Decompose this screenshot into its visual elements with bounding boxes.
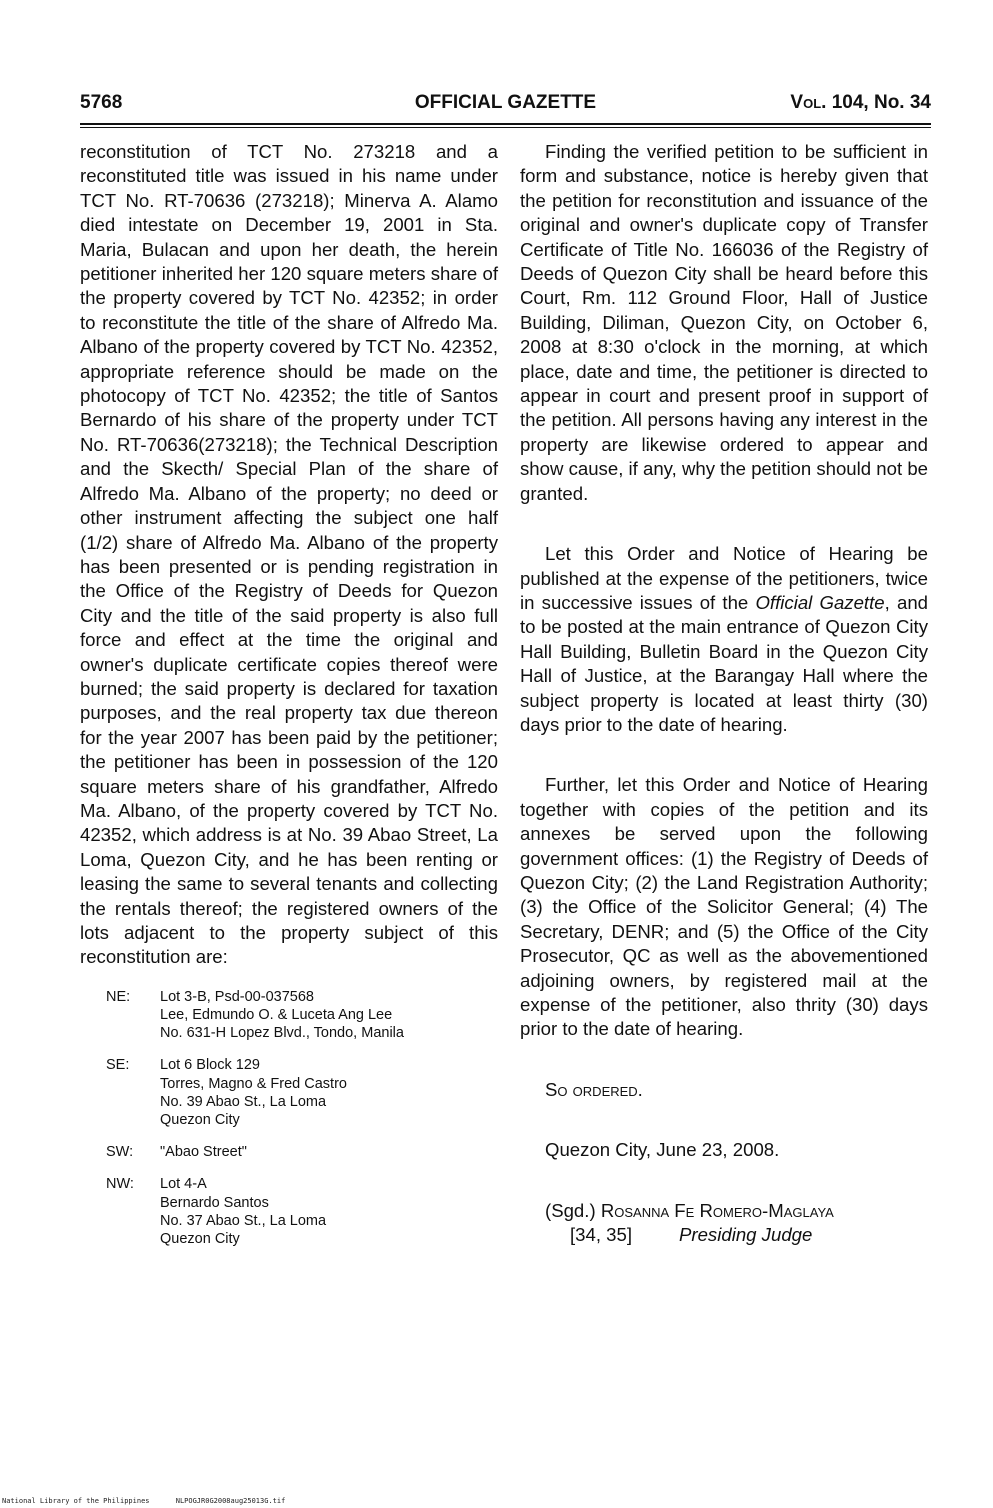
left-column bbox=[80, 140, 498, 1262]
judge-title: Presiding Judge bbox=[679, 1224, 813, 1246]
signature-name bbox=[520, 1199, 928, 1223]
adjoining-detail-line: Torres, Magno & Fred Castro bbox=[160, 1075, 347, 1092]
adjoining-direction: SE: bbox=[106, 1057, 130, 1074]
adjoining-detail-line: "Abao Street" bbox=[160, 1144, 247, 1161]
adjoining-details bbox=[160, 1143, 247, 1161]
adjoining-details bbox=[160, 1056, 347, 1129]
adjoining-detail-line: Bernardo Santos bbox=[160, 1194, 269, 1211]
adjoining-details bbox=[160, 1175, 326, 1248]
adjoining-detail-line: Lot 3-B, Psd-00-037568 bbox=[160, 988, 314, 1005]
so-ordered: So ordered. bbox=[545, 1078, 643, 1100]
adjoining-detail-line: Lee, Edmundo O. & Luceta Ang Lee bbox=[160, 1007, 393, 1024]
volume-prefix: V bbox=[790, 92, 804, 113]
hearing-notice-paragraph: Finding the verified petition to be sufficient in form and substance, notice is hereby given that the petition for reconstitution and issuance of the original and owner's duplicate copy of Transfer Certificate of Title No. 166036 of the Registry of Deeds of Quezon City shall be heard before this Court, Rm. 112 Ground Floor, Hall of Justice Building, Diliman, Quezon City, on October 6, 2008 at 8:30 o'clock in the morning, at which place, date and time, the petitioner is directed to appear in court and present proof in support of the petition. All persons having any interest in the property are likewise ordered to appear and show cause, if any, why the petition should not be granted. bbox=[520, 141, 928, 504]
adjoining-owner-entry bbox=[106, 988, 498, 1043]
adjoining-direction: SW: bbox=[106, 1144, 134, 1161]
volume-rest: . 104, No. 34 bbox=[821, 92, 931, 113]
judge-name: Rosanna Fe Romero-Maglaya bbox=[600, 1199, 834, 1221]
signature-prefix: (Sgd.) bbox=[545, 1199, 601, 1221]
adjoining-detail-line: Quezon City bbox=[160, 1112, 240, 1129]
adjoining-detail-line: Quezon City bbox=[160, 1231, 240, 1248]
footer-file: NLPOGJR0G2008aug25013G.tif bbox=[175, 1497, 286, 1505]
adjoining-details bbox=[160, 988, 404, 1043]
adjoining-detail-line: No. 631-H Lopez Blvd., Tondo, Manila bbox=[160, 1025, 404, 1042]
adjoining-owner-entry bbox=[106, 1143, 498, 1161]
service-paragraph: Further, let this Order and Notice of Hearing together with copies of the petition and its annexes be served upon the following government offices: (1) the Registry of Deeds of Quezon City; (2) the Land Registration Authority; (3) the Office of the Solicitor General; (4) The Secretary, DENR; and (5) the Office of the City Prosecutor, QC as well as the abovementioned adjoining owners, by registered mail at the expense of the petitioner, also thrity (30) days prior to the date of hearing. bbox=[520, 774, 928, 1040]
adjoining-detail-line: Lot 4-A bbox=[160, 1176, 207, 1193]
adjoining-detail-line: No. 37 Abao St., La Loma bbox=[160, 1212, 327, 1229]
footer-library: National Library of the Philippines bbox=[2, 1497, 150, 1505]
publication-paragraph bbox=[520, 542, 928, 737]
adjoining-direction: NW: bbox=[106, 1176, 134, 1193]
right-column bbox=[520, 140, 928, 1247]
adjoining-owner-entry bbox=[106, 1056, 498, 1129]
publication-text: Let this Order and Notice of Hearing be published at the expense of the petitioners, twice in successive issues of the bbox=[520, 543, 928, 613]
page-header bbox=[80, 92, 931, 122]
page-number: 5768 bbox=[80, 92, 123, 113]
issue-reference: [34, 35] bbox=[570, 1224, 633, 1246]
adjoining-detail-line: Lot 6 Block 129 bbox=[160, 1057, 260, 1074]
date-line: Quezon City, June 23, 2008. bbox=[545, 1139, 780, 1161]
adjoining-owners-list bbox=[106, 988, 498, 1248]
header-rule-thin bbox=[80, 127, 931, 128]
header-rule bbox=[80, 123, 931, 125]
continued-paragraph: reconstitution of TCT No. 273218 and a reconstituted title was issued in his name under TCT No. RT-70636 (273218); Minerva A. Alamo died intestate on December 19, 2001 in Sta. Maria, Bulacan and upon her death, the herein petitioner inherited her 120 square meters share of the property covered by TCT No. 42352; in order to reconstitute the title of the share of Alfredo Ma. Albano of the property covered by TCT No. 42352, appropriate reference should be made on the photocopy of TCT No. 42352; the title of Santos Bernardo of his share of the property under TCT No. RT-70636(273218); the Technical Description and the Skecth/ Special Plan of the share of Alfredo Ma. Albano of the property; no deed or other instrument affecting the subject one half (1/2) share of Alfredo Ma. Albano of the property has been presented or is pending registration in the Office of the Registry of Deeds for Quezon City and the title of the said property is also full force and effect at the time the original and owner's duplicate certificate copies thereof were burned; the said property is declared for taxation purposes, and the real property tax due thereon for the year 2007 has been paid by the petitioner; the petitioner has been in possession of the 120 square meters share of his grandfather, Alfredo Ma. Albano, of the property covered by TCT No. 42352, which address is at No. 39 Abao Street, La Loma, Quezon City, and he has been renting or leasing the same to several tenants and collecting the rentals thereof; the registered owners of the lots adjacent to the property subject of this reconstitution are: bbox=[80, 141, 498, 968]
adjoining-detail-line: No. 39 Abao St., La Loma bbox=[160, 1093, 327, 1110]
signature-role bbox=[520, 1223, 928, 1247]
publication-title: OFFICIAL GAZETTE bbox=[414, 92, 597, 113]
volume-smallcaps: ol bbox=[803, 92, 822, 113]
gazette-name: Official Gazette bbox=[755, 591, 885, 613]
volume-number bbox=[790, 92, 931, 114]
adjoining-owner-entry bbox=[106, 1175, 498, 1248]
scan-footer bbox=[2, 1497, 307, 1505]
publication-text-end: , and to be posted at the main entrance of Quezon City Hall Building, Bulletin Board in the Quezon City Hall of Justice, at the Barangay Hall where the subject property is located at least thirty (30) days prior to the date of hearing. bbox=[520, 591, 928, 735]
adjoining-direction: NE: bbox=[106, 988, 131, 1005]
